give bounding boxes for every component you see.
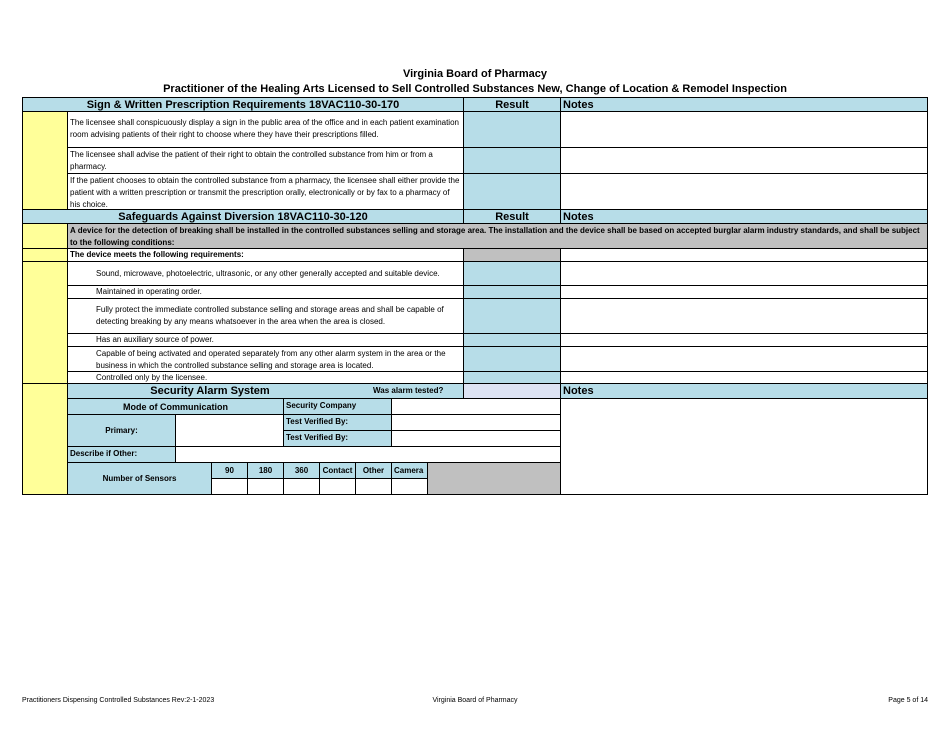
sensor-type-90: 90 <box>211 462 248 479</box>
intro-text: A device for the detection of breaking shall be installed in the controlled substances selling and storage area. The installation and the device shall be based on accepted burglar alarm industry standards, and shall be subject to the following conditions: <box>67 223 928 249</box>
sensors-label: Number of Sensors <box>67 462 212 495</box>
notes-field[interactable] <box>560 261 928 286</box>
footer-left: Practitioners Dispensing Controlled Substances Rev:2-1-2023 <box>22 697 215 704</box>
sensor-count-360[interactable] <box>283 478 320 495</box>
result-field[interactable] <box>463 346 561 372</box>
mode-label: Mode of Communication <box>67 398 284 415</box>
sensor-count-camera[interactable] <box>391 478 428 495</box>
alarm-tested-label: Was alarm tested? <box>373 386 444 395</box>
primary-field[interactable] <box>175 414 284 447</box>
security-company-label: Security Company <box>283 398 392 415</box>
requirements-marker <box>22 248 68 262</box>
section2-title: Safeguards Against Diversion 18VAC110-30-120 <box>22 209 464 224</box>
alarm-title: Security Alarm System <box>150 385 270 397</box>
section1-row: The licensee shall conspicuously display a sign in the public area of the office and in each patient examination room advising patients of their right to choose where they have their prescriptions filled. <box>67 111 464 148</box>
requirement-item: Capable of being activated and operated separately from any other alarm system in the area or the business in which the controlled substance selling and storage area is located. <box>67 346 464 372</box>
notes-field[interactable] <box>560 285 928 299</box>
result-field[interactable] <box>463 333 561 347</box>
test-verified-label-2: Test Verified By: <box>283 430 392 447</box>
alarm-notes-header: Notes <box>560 383 928 399</box>
sensor-count-180[interactable] <box>247 478 284 495</box>
footer-page: Page 5 of 14 <box>888 697 928 704</box>
alarm-notes-field[interactable] <box>560 398 928 495</box>
requirement-item: Sound, microwave, photoelectric, ultrasonic, or any other generally accepted and suitable device. <box>67 261 464 286</box>
requirement-item: Controlled only by the licensee. <box>67 371 464 384</box>
notes-field[interactable] <box>560 298 928 334</box>
section1-row: If the patient chooses to obtain the controlled substance from a pharmacy, the licensee shall either provide the patient with a written prescription or transmit the prescription orally, electronically or by fax to a pharmacy of his choice. <box>67 173 464 210</box>
section1-row: The licensee shall advise the patient of their right to obtain the controlled substance from him or from a pharmacy. <box>67 147 464 174</box>
security-company-field[interactable] <box>391 398 561 415</box>
sensor-count-other[interactable] <box>355 478 392 495</box>
section1-title: Sign & Written Prescription Requirements 18VAC110-30-170 <box>22 97 464 112</box>
alarm-tested-field[interactable] <box>463 383 561 399</box>
items-marker <box>22 261 68 384</box>
primary-label: Primary: <box>67 414 176 447</box>
section1-marker <box>22 111 68 210</box>
notes-field[interactable] <box>560 248 928 262</box>
section2-result-header: Result <box>463 209 561 224</box>
result-field[interactable] <box>463 285 561 299</box>
requirements-label: The device meets the following requirements: <box>67 248 464 262</box>
requirement-item: Has an auxiliary source of power. <box>67 333 464 347</box>
sensor-type-360: 360 <box>283 462 320 479</box>
notes-field[interactable] <box>560 173 928 210</box>
notes-field[interactable] <box>560 111 928 148</box>
sensor-type-180: 180 <box>247 462 284 479</box>
sensor-type-other: Other <box>355 462 392 479</box>
result-field[interactable] <box>463 111 561 148</box>
result-field[interactable] <box>463 173 561 210</box>
requirements-result-blank <box>463 248 561 262</box>
footer-center: Virginia Board of Pharmacy <box>432 697 518 704</box>
alarm-marker <box>22 383 68 495</box>
section1-notes-header: Notes <box>560 97 928 112</box>
section2-notes-header: Notes <box>560 209 928 224</box>
notes-field[interactable] <box>560 346 928 372</box>
result-field[interactable] <box>463 261 561 286</box>
sensor-type-camera: Camera <box>391 462 428 479</box>
describe-other-label: Describe if Other: <box>67 446 176 463</box>
sensors-blank <box>427 462 561 495</box>
describe-other-field[interactable] <box>175 446 561 463</box>
section1-result-header: Result <box>463 97 561 112</box>
result-field[interactable] <box>463 298 561 334</box>
test-verified-label-1: Test Verified By: <box>283 414 392 431</box>
form-title: Practitioner of the Healing Arts Licensed to Sell Controlled Substances New, Change of Location & Remodel Inspection <box>163 83 787 95</box>
requirement-item: Maintained in operating order. <box>67 285 464 299</box>
sensor-count-90[interactable] <box>211 478 248 495</box>
notes-field[interactable] <box>560 147 928 174</box>
org-title: Virginia Board of Pharmacy <box>402 68 548 80</box>
sensor-type-contact: Contact <box>319 462 356 479</box>
requirement-item: Fully protect the immediate controlled substance selling and storage areas and shall be capable of detecting breaking by any means whatsoever in the area when the area is closed. <box>67 298 464 334</box>
result-field[interactable] <box>463 147 561 174</box>
test-verified-field-2[interactable] <box>391 430 561 447</box>
test-verified-field-1[interactable] <box>391 414 561 431</box>
sensor-count-contact[interactable] <box>319 478 356 495</box>
notes-field[interactable] <box>560 333 928 347</box>
intro-marker <box>22 223 68 249</box>
